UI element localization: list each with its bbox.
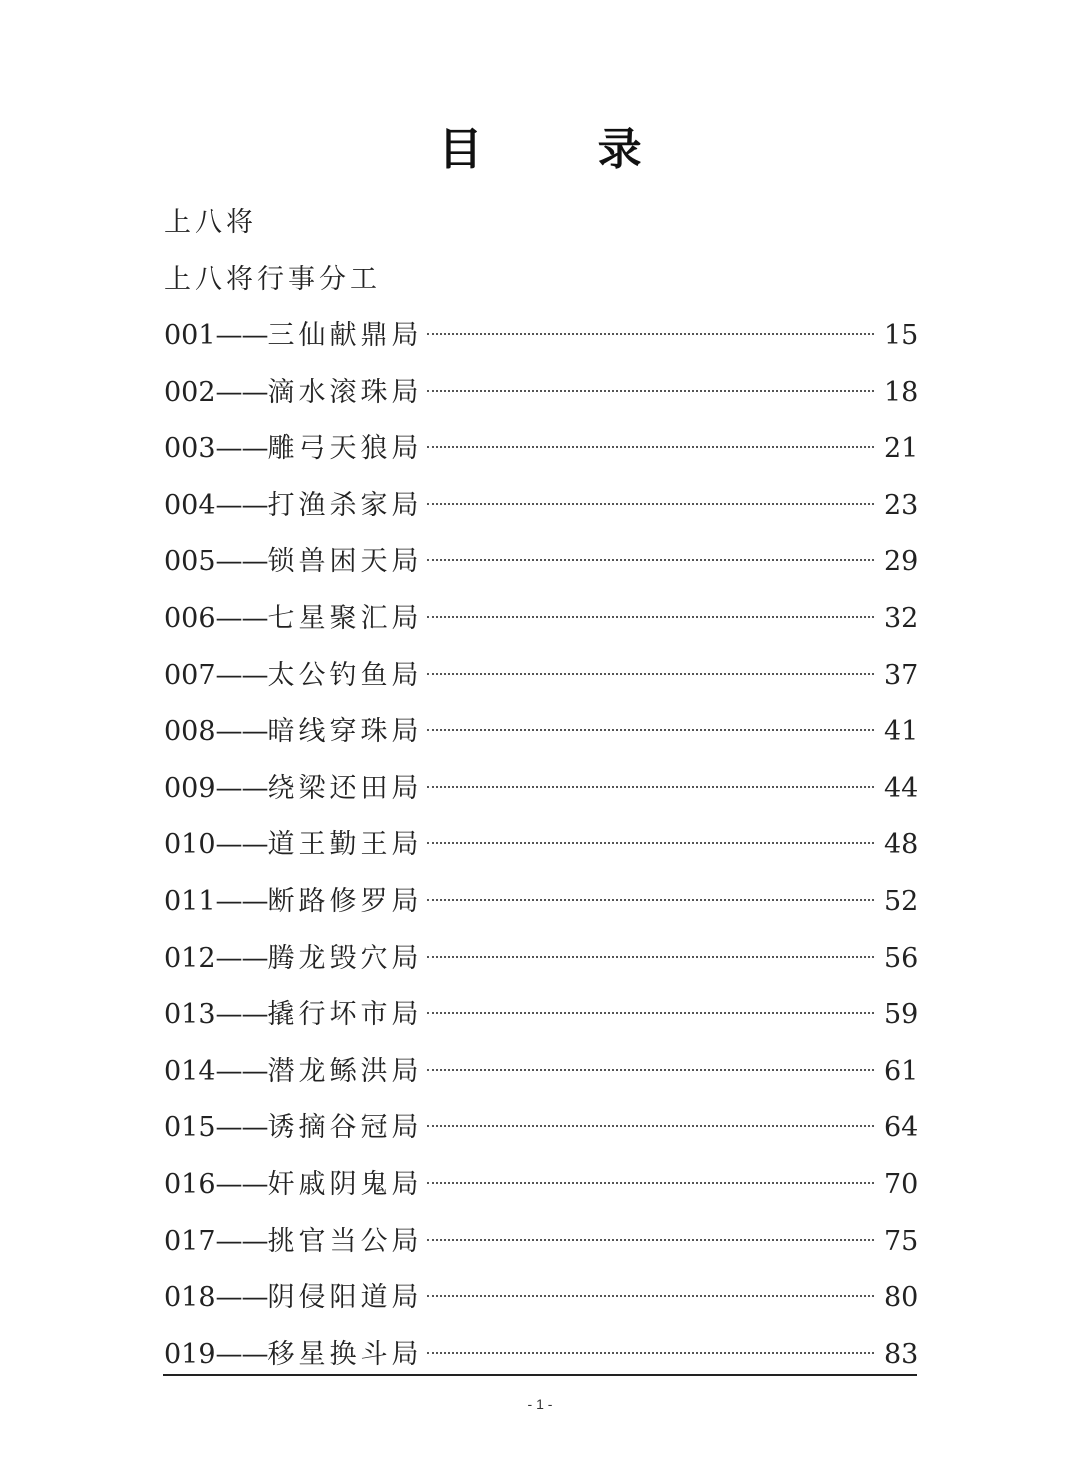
toc-entry-title: 撬行坏市局 [267, 999, 423, 1031]
toc-dot-leader [427, 1182, 874, 1184]
table-of-contents [164, 318, 919, 1393]
toc-entry-number: 019 [164, 1338, 216, 1370]
toc-entry-number: 012 [164, 942, 216, 974]
toc-entry [164, 1110, 919, 1167]
toc-entry-dash: —— [215, 942, 268, 974]
toc-dot-leader [427, 333, 874, 335]
toc-entry-page: 70 [884, 1168, 919, 1200]
toc-entry-dash: —— [215, 829, 268, 861]
toc-entry-dash: —— [215, 489, 268, 521]
toc-dot-leader [427, 390, 874, 392]
toc-entry-dash: —— [215, 376, 268, 408]
toc-entry-title: 腾龙毁穴局 [267, 942, 423, 974]
toc-entry-dash: —— [215, 320, 268, 351]
toc-entry-number: 003 [164, 433, 216, 465]
toc-entry-title: 锁兽困天局 [267, 546, 423, 578]
toc-entry-dash: —— [215, 433, 268, 465]
toc-entry-page: 18 [884, 376, 919, 408]
toc-entry-page: 15 [884, 320, 919, 351]
toc-entry-number: 015 [164, 1112, 216, 1144]
toc-entry [164, 601, 919, 658]
toc-entry-number: 007 [164, 659, 216, 691]
toc-dot-leader [427, 1012, 874, 1014]
toc-entry [164, 431, 919, 488]
toc-entry-number: 014 [164, 1055, 216, 1087]
toc-entry-dash: —— [215, 546, 268, 578]
toc-entry-dash: —— [215, 1168, 268, 1200]
toc-entry-page: 83 [884, 1338, 919, 1370]
toc-entry-page: 75 [884, 1225, 919, 1257]
toc-entry-number: 018 [164, 1282, 216, 1314]
toc-entry-page: 48 [884, 829, 919, 861]
toc-dot-leader [427, 559, 874, 561]
toc-dot-leader [427, 842, 874, 844]
toc-entry [164, 1054, 919, 1111]
toc-entry-title: 暗线穿珠局 [267, 716, 423, 748]
toc-entry-dash: —— [215, 1282, 268, 1314]
toc-entry-title: 打渔杀家局 [267, 489, 423, 521]
toc-entry-dash: —— [215, 772, 268, 804]
toc-entry-dash: —— [215, 1055, 268, 1087]
toc-entry-page: 56 [884, 942, 919, 974]
section-heading: 上八将行事分工 [164, 264, 381, 295]
toc-entry-title: 阴侵阳道局 [267, 1282, 423, 1314]
toc-entry-page: 29 [884, 546, 919, 578]
toc-dot-leader [427, 1352, 874, 1354]
toc-entry-title: 奸戚阴鬼局 [267, 1168, 423, 1200]
toc-entry-dash: —— [215, 659, 268, 691]
toc-entry-title: 滴水滚珠局 [267, 376, 423, 408]
toc-entry-title: 三仙献鼎局 [267, 320, 423, 351]
toc-entry-dash: —— [215, 602, 268, 634]
toc-dot-leader [427, 503, 874, 505]
toc-entry-page: 64 [884, 1112, 919, 1144]
toc-dot-leader [427, 899, 874, 901]
toc-dot-leader [427, 956, 874, 958]
toc-entry [164, 884, 919, 941]
toc-entry-number: 008 [164, 716, 216, 748]
toc-entry-dash: —— [215, 885, 268, 917]
toc-entry [164, 714, 919, 771]
toc-entry-page: 59 [884, 999, 919, 1031]
toc-entry-title: 挑官当公局 [267, 1225, 423, 1257]
toc-entry-dash: —— [215, 999, 268, 1031]
toc-entry-number: 013 [164, 999, 216, 1031]
toc-entry-page: 37 [884, 659, 919, 691]
toc-entry-title: 移星换斗局 [267, 1338, 423, 1370]
toc-entry [164, 941, 919, 998]
toc-entry [164, 544, 919, 601]
toc-dot-leader [427, 1125, 874, 1127]
toc-entry [164, 1167, 919, 1224]
toc-entry-dash: —— [215, 1338, 268, 1370]
toc-entry-title: 道王勤王局 [267, 829, 423, 861]
toc-entry [164, 658, 919, 715]
toc-entry-page: 32 [884, 602, 919, 634]
toc-entry-page: 44 [884, 772, 919, 804]
toc-entry-title: 绕梁还田局 [267, 772, 423, 804]
toc-dot-leader [427, 446, 874, 448]
toc-entry-number: 011 [164, 885, 216, 917]
toc-entry [164, 1280, 919, 1337]
page-title: 目 录 [438, 124, 692, 175]
toc-entry-number: 001 [164, 320, 216, 351]
toc-entry-dash: —— [215, 1112, 268, 1144]
toc-entry-number: 006 [164, 602, 216, 634]
toc-dot-leader [427, 729, 874, 731]
toc-entry-page: 61 [884, 1055, 919, 1087]
toc-entry [164, 488, 919, 545]
toc-entry-number: 005 [164, 546, 216, 578]
toc-entry-title: 断路修罗局 [267, 885, 423, 917]
toc-entry-dash: —— [215, 1225, 268, 1257]
toc-dot-leader [427, 786, 874, 788]
toc-dot-leader [427, 1239, 874, 1241]
toc-dot-leader [427, 616, 874, 618]
toc-entry-title: 潜龙鲧洪局 [267, 1055, 423, 1087]
toc-entry-page: 41 [884, 716, 919, 748]
toc-entry-number: 002 [164, 376, 216, 408]
toc-entry-title: 太公钓鱼局 [267, 659, 423, 691]
toc-entry [164, 375, 919, 432]
toc-dot-leader [427, 673, 874, 675]
toc-entry [164, 827, 919, 884]
toc-entry [164, 771, 919, 828]
page-number: - 1 - [527, 1396, 553, 1412]
toc-entry-number: 010 [164, 829, 216, 861]
toc-dot-leader [427, 1295, 874, 1297]
toc-entry-number: 016 [164, 1168, 216, 1200]
toc-entry-page: 52 [884, 885, 919, 917]
toc-entry [164, 1224, 919, 1281]
toc-entry [164, 318, 919, 375]
toc-entry-page: 23 [884, 489, 919, 521]
section-heading: 上八将 [164, 207, 257, 238]
toc-entry-page: 21 [884, 433, 919, 465]
toc-entry-number: 009 [164, 772, 216, 804]
toc-entry-number: 004 [164, 489, 216, 521]
toc-entry-dash: —— [215, 716, 268, 748]
toc-entry [164, 1337, 919, 1394]
toc-entry-title: 诱摘谷冠局 [267, 1112, 423, 1144]
footer-divider [163, 1374, 917, 1376]
toc-entry-title: 七星聚汇局 [267, 602, 423, 634]
toc-entry-title: 雕弓天狼局 [267, 433, 423, 465]
toc-dot-leader [427, 1069, 874, 1071]
toc-entry-page: 80 [884, 1282, 919, 1314]
toc-entry-number: 017 [164, 1225, 216, 1257]
toc-entry [164, 997, 919, 1054]
